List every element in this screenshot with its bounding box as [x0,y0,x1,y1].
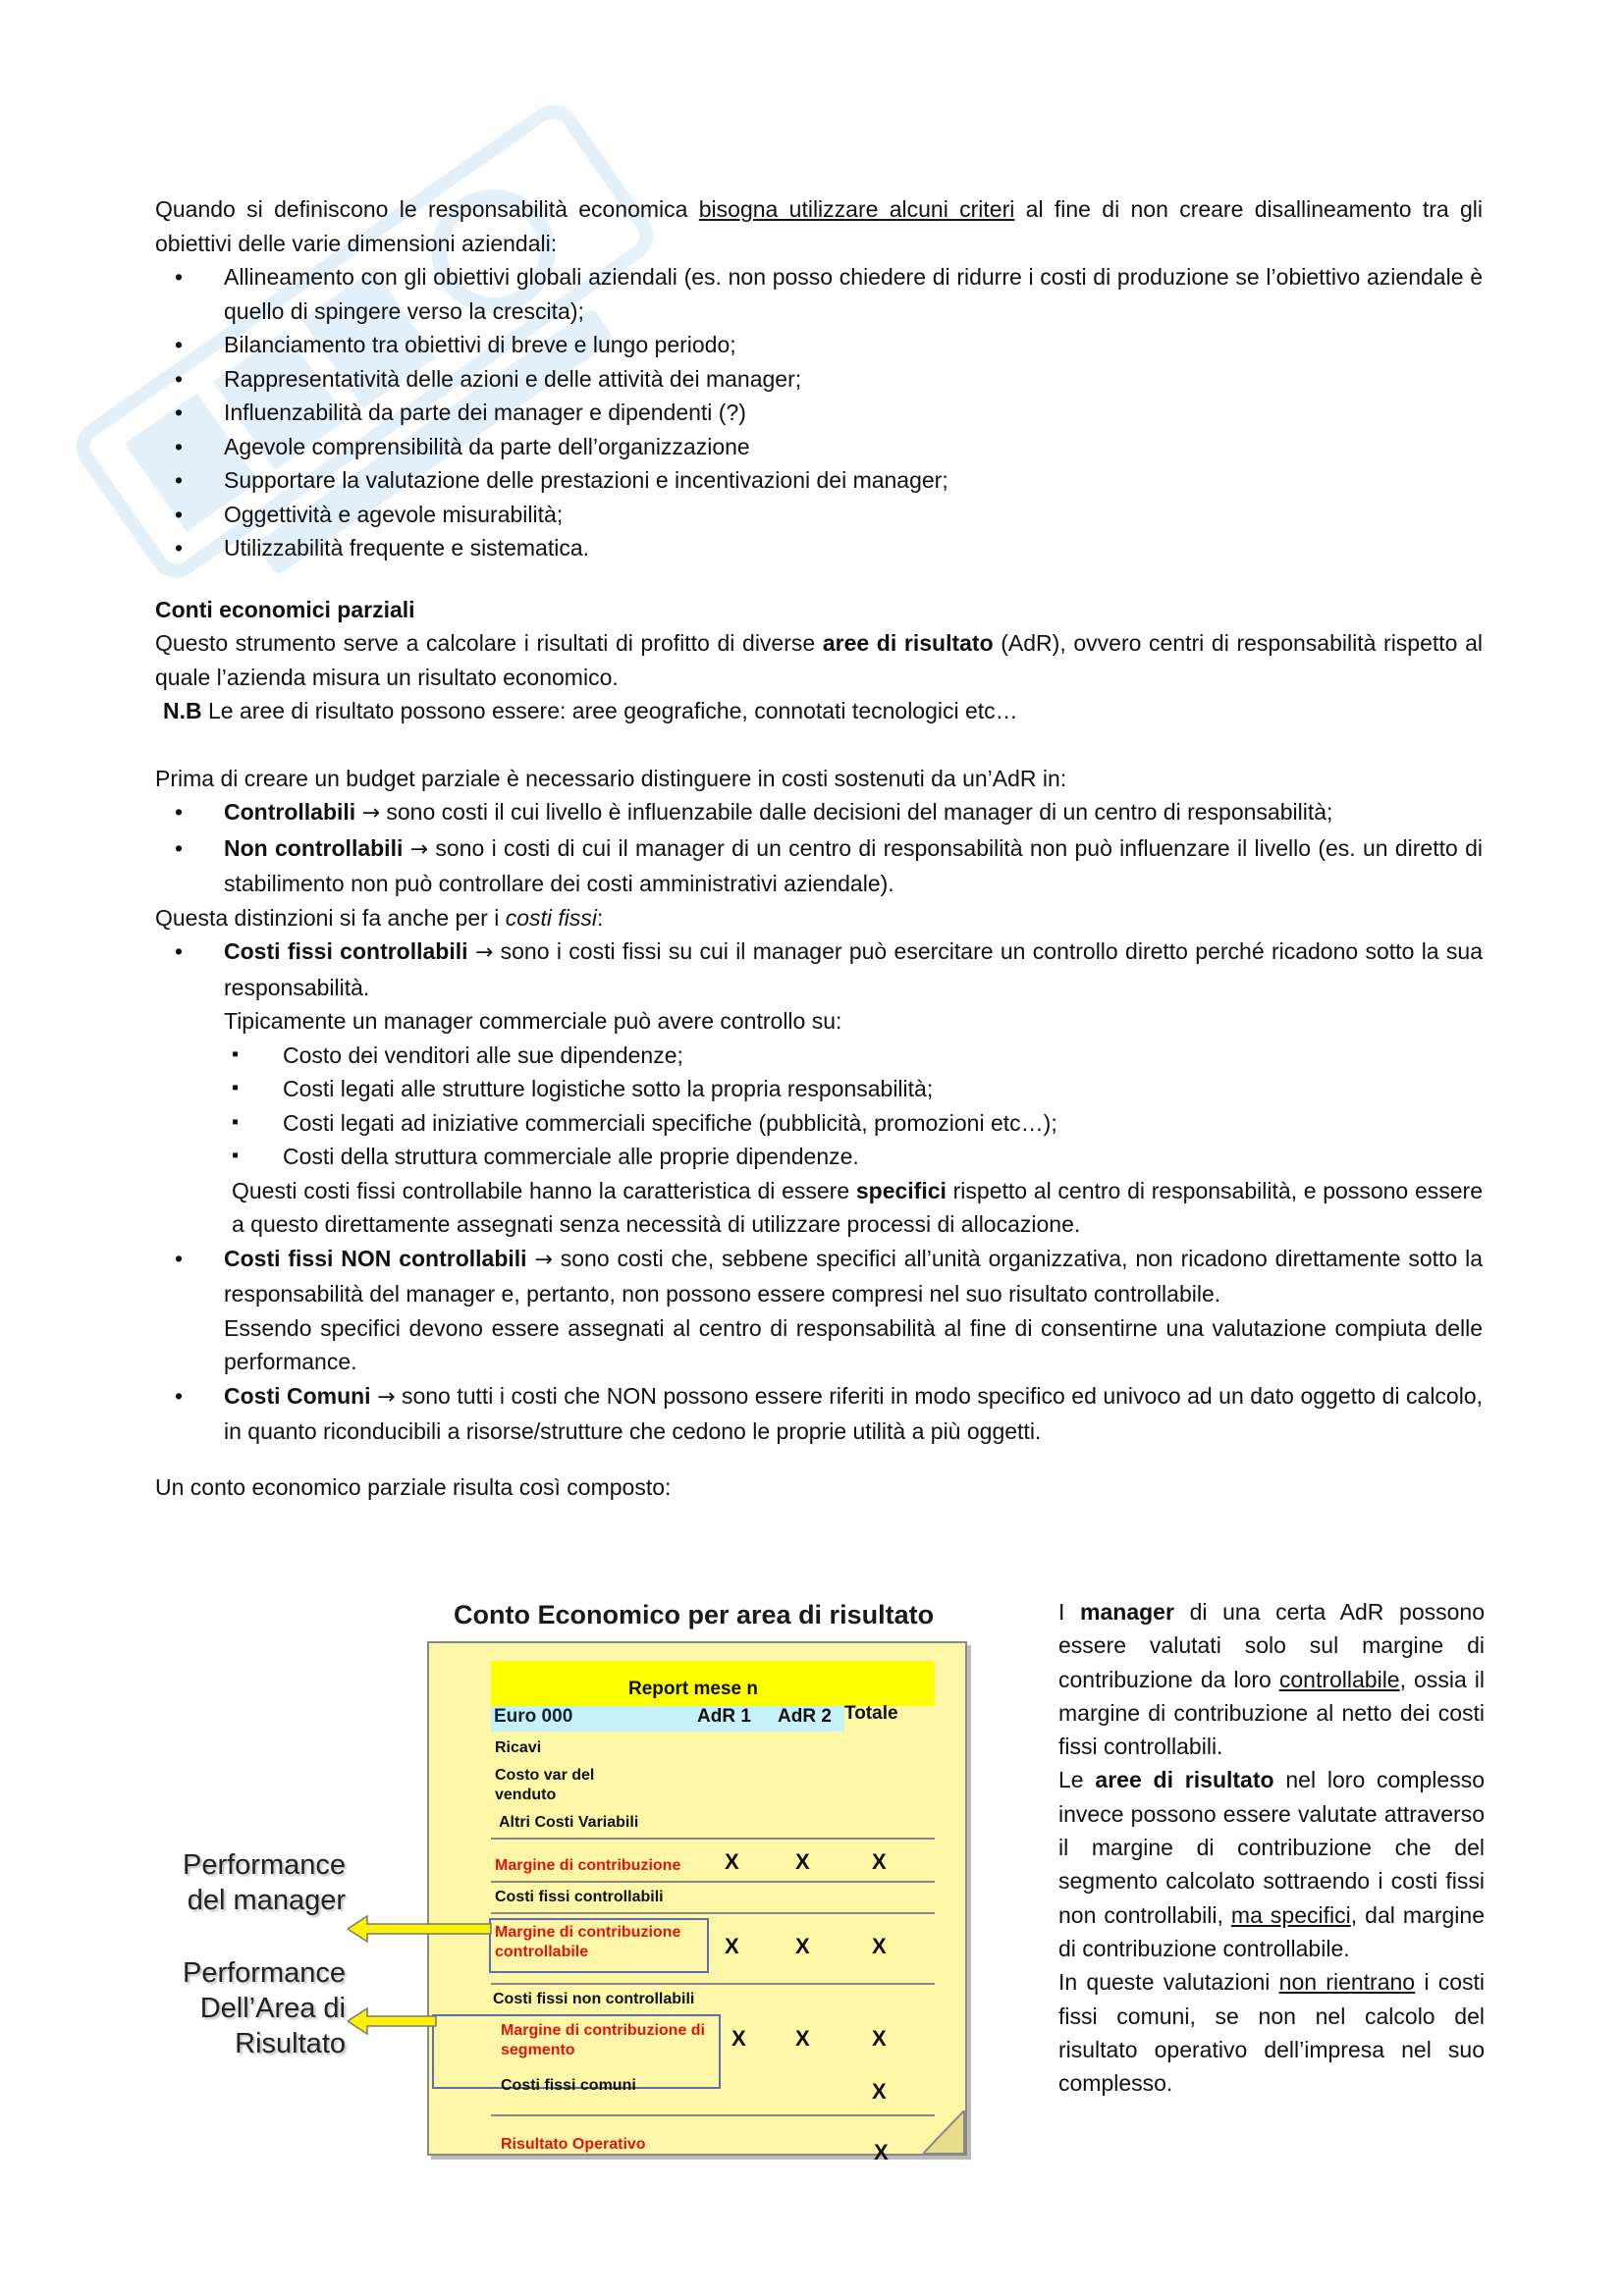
list-item: ▪ Costi legati ad iniziative commerciali specifiche (pubblicità, promozioni etc…); [224,1106,1483,1141]
arrow-right-icon: → [361,801,380,826]
row-costo-var-1: Costo var del [495,1767,595,1784]
list-item: • Utilizzabilità frequente e sistematica. [155,531,1483,565]
criteria-list [155,260,1483,565]
arrow-right-icon: → [474,940,494,965]
list-item: • Costi fissi NON controllabili → sono costi che, sebbene specifici all’unità organizzativa, non ricadono direttamente sotto la responsabilità del manager e, pertanto, non possono essere compresi nel suo risultato controllabile. Essendo specifici devono essere assegnati al centro di responsabilità al fine di consentirne una valutazione compiuta delle performance. [155,1242,1483,1379]
col-adr2: AdR 2 [778,1706,832,1727]
row-mdcs-1: Margine di contribuzione di [501,2022,705,2039]
page-fold-icon [923,2110,972,2160]
mark-x: X [731,2026,746,2051]
divider [491,1881,935,1883]
side-paragraph-1: I manager di una certa AdR possono essere valutati solo sul margine di contribuzione da loro controllabile, ossia il margine di contribuzione al netto dei costi fissi controllabili. [1058,1599,1486,1760]
row-altri: Altri Costi Variabili [499,1814,639,1831]
mark-x: X [872,2079,887,2104]
mark-x: X [725,1934,739,1958]
side-paragraph-3: In queste valutazioni non rientrano i costi fissi comuni, se non nel calcolo del risultato operativo dell’impresa nel suo complesso. [1058,1969,1485,2097]
highlight-box-manager [489,1918,709,1973]
mark-x: X [725,1849,739,1874]
list-item: • Allineamento con gli obiettivi globali aziendali (es. non posso chiedere di ridurre i costi di produzione se l’obiettivo aziendale è quello di spingere verso la crescita); [155,260,1483,328]
divider [491,1838,935,1840]
side-paragraph-2: Le aree di risultato nel loro complesso invece possono essere valutate attraverso il margine di contribuzione che del segmento calcolato sottraendo i costi fissi non controllabili, ma specifici, dal margine di contribuzione controllabile. [1058,1767,1485,1961]
list-item: • Agevole comprensibilità da parte dell’organizzazione [155,430,1483,464]
list-item: ▪ Costi legati alle strutture logistiche sotto la propria responsabilità; [224,1072,1483,1106]
list-item: • Costi Comuni → sono tutti i costi che NON possono essere riferiti in modo specifico ed univoco ad un dato oggetto di calcolo, in quanto riconducibili a risorse/strutture che cedono le proprie utilità a più oggetti. [155,1379,1483,1449]
cfnc-note: Essendo specifici devono essere assegnati al centro di responsabilità al fine di consentirne una valutazione compiuta delle performance. [224,1314,1483,1374]
col-total: Totale [844,1703,898,1724]
section-heading: Conti economici parziali [155,596,415,622]
cfc-sublist [224,1039,1483,1174]
report-title: Report mese n [628,1679,758,1699]
arrow-right-icon: → [377,1384,396,1410]
list-item: • Non controllabili → sono i costi di cui il manager di un centro di responsabilità non può influenzare il livello (es. un diretto di stabilimento non può controllare dei costi amministrativi aziendale). [155,831,1483,901]
fixed-cost-list [155,934,1483,1449]
list-item: • Influenzabilità da parte dei manager e dipendenti (?) [155,396,1483,430]
row-ricavi: Ricavi [495,1739,542,1756]
list-item: • Bilanciamento tra obiettivi di breve e lungo periodo; [155,328,1483,362]
budget-paragraph: Prima di creare un budget parziale è necessario distinguere in costi sostenuti da un’AdR in: [155,765,1067,791]
list-item: • Costi fissi controllabili → sono i costi fissi su cui il manager può esercitare un controllo diretto perché ricadono sotto la sua responsabilità. Tipicamente un manager commerciale può avere controllo su: ▪ Costo dei venditori alle sue dipendenze; ▪ Costi legati alle strutture logistiche sotto la propria responsabilità; ▪ Costi legati ad iniziative commerciali specifiche (pubblicità, promozioni etc…); ▪ Costi della struttura commerciale alle proprie dipendenze. Questi costi fissi controllabile hanno la caratteristica di essere specifici rispetto al centro di responsabilità, e possono essere a questo direttamente assegnati senza necessità di utilizzare processi di allocazione. [155,934,1483,1242]
arrow-right-icon: → [534,1247,553,1272]
income-statement-figure [167,1590,992,2199]
document-body [155,192,1483,1504]
mark-x: X [872,2026,887,2051]
cfc-intro: Tipicamente un manager commerciale può avere controllo su: [224,1008,842,1034]
list-item: • Supportare la valutazione delle prestazioni e incentivazioni dei manager; [155,463,1483,498]
list-item: ▪ Costi della struttura commerciale alle proprie dipendenze. [224,1140,1483,1174]
row-cfnc: Costi fissi non controllabili [493,1991,695,2007]
mark-x: X [874,2140,889,2164]
row-mdc: Margine di contribuzione [495,1857,681,1874]
row-mdcc-2: controllabile [495,1944,589,1960]
mark-x: X [872,1849,887,1874]
cfc-note: Questi costi fissi controllabile hanno la caratteristica di essere specifici rispetto al centro di responsabilità, e possono essere a questo direttamente assegnati senza necessità di utilizzare processi di allocazione. [232,1177,1483,1237]
composition-paragraph: Un conto economico parziale risulta così composto: [155,1473,672,1500]
mark-x: X [795,1849,810,1874]
perf-area-label: Performance Dell’Area di Risultato [182,1957,346,2059]
row-costo-var-2: venduto [495,1787,557,1803]
arrow-left-icon [348,2006,440,2036]
adr-paragraph: Questo strumento serve a calcolare i risultati di profitto di diverse aree di risultato (AdR), ovvero centri di responsabilità rispetto al quale l’azienda misura un risultato economico. [155,630,1484,690]
col-adr1: AdR 1 [697,1706,751,1727]
list-item: ▪ Costo dei venditori alle sue dipendenze; [224,1039,1483,1073]
mark-x: X [872,1934,887,1958]
figure-title: Conto Economico per area di risultato [454,1600,935,1629]
list-item: • Controllabili → sono costi il cui livello è influenzabile dalle decisioni del manager di un centro di responsabilità; [155,795,1483,831]
cost-type-list [155,795,1483,901]
side-explanation [1058,1595,1485,2100]
mark-x: X [795,2026,810,2051]
nb-paragraph: N.B Le aree di risultato possono essere: aree geografiche, connotati tecnologici etc… [163,698,1018,723]
row-ro: Risultato Operativo [501,2136,646,2153]
divider [491,1912,935,1914]
fixed-cost-paragraph: Questa distinzioni si fa anche per i costi fissi: [155,904,604,931]
row-mdcc-1: Margine di contribuzione [495,1924,681,1941]
row-comuni: Costi fissi comuni [501,2077,636,2094]
row-mdcs-2: segmento [501,2042,575,2058]
perf-manager-label: Performance del manager [182,1849,346,1916]
list-item: • Rappresentatività delle azioni e delle attività dei manager; [155,362,1483,397]
euro-label: Euro 000 [494,1706,573,1727]
divider [491,2114,935,2116]
row-cfc: Costi fissi controllabili [495,1889,664,1905]
list-item: • Oggettività e agevole misurabilità; [155,498,1483,532]
mark-x: X [795,1934,810,1958]
divider [491,1983,935,1985]
arrow-left-icon [348,1914,495,1944]
intro-paragraph: Quando si definiscono le responsabilità economica bisogna utilizzare alcuni criteri al fine di non creare disallineamento tra gli obiettivi delle varie dimensioni aziendali: [155,196,1484,256]
arrow-right-icon: → [409,836,429,862]
